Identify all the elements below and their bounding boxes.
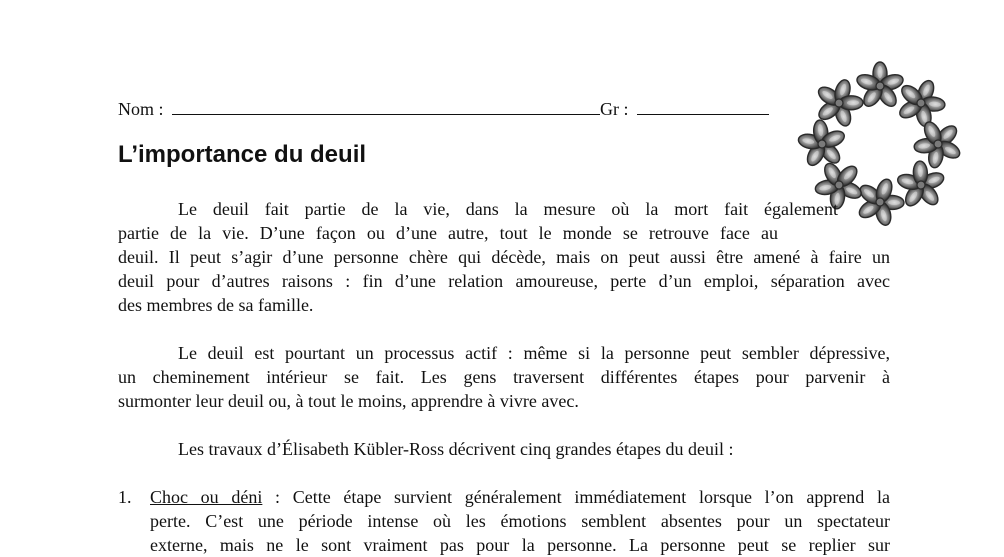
text-line: deuil. Il peut s’agir d’une personne chère qui décède, mais on peut aussi être amené à faire un bbox=[118, 247, 890, 267]
text-line: un cheminement intérieur se fait. Les gens traversent différentes étapes pour parvenir à bbox=[118, 367, 890, 387]
page-title: L’importance du deuil bbox=[118, 141, 367, 168]
list-item bbox=[118, 485, 890, 557]
text-line: deuil pour d’autres raisons : fin d’une relation amoureuse, perte d’un emploi, séparation avec bbox=[118, 271, 890, 291]
text-line: perte. C’est une période intense où les émotions semblent absentes pour un spectateur bbox=[150, 511, 890, 531]
petal-highlight bbox=[878, 66, 883, 78]
text-line bbox=[150, 485, 890, 509]
name-label: Nom : bbox=[118, 99, 164, 119]
text-line: partie de la vie. D’une façon ou d’une autre, tout le monde se retrouve face au bbox=[118, 223, 778, 243]
text-line: surmonter leur deuil ou, à tout le moins, apprendre à vivre avec. bbox=[118, 391, 579, 411]
text-line: Le deuil fait partie de la vie, dans la mesure où la mort fait également bbox=[178, 199, 838, 219]
document-body bbox=[118, 197, 890, 557]
stages-list bbox=[118, 485, 890, 557]
text-line: des membres de sa famille. bbox=[118, 295, 314, 315]
group-blank-field[interactable] bbox=[637, 98, 769, 115]
paragraph-stages-intro bbox=[118, 437, 890, 461]
stage-term: Choc ou déni bbox=[150, 487, 263, 507]
text-line: Les travaux d’Élisabeth Kübler-Ross décrivent cinq grandes étapes du deuil : bbox=[178, 439, 734, 459]
paragraph-process bbox=[118, 341, 890, 413]
group-label: Gr : bbox=[600, 99, 629, 119]
stage-text: Cette étape survient généralement immédiatement lorsque l’on apprend la bbox=[292, 487, 890, 507]
name-group-line bbox=[118, 97, 769, 121]
term-separator: : bbox=[262, 487, 293, 507]
paragraph-intro bbox=[118, 197, 890, 317]
text-line: externe, mais ne le sont vraiment pas pour la personne. La personne peut se replier sur bbox=[150, 535, 890, 555]
flower-center bbox=[876, 82, 884, 90]
list-number: 1. bbox=[118, 487, 132, 507]
name-blank-field[interactable] bbox=[172, 98, 600, 115]
text-line: Le deuil est pourtant un processus actif : même si la personne peut sembler dépressive, bbox=[178, 343, 890, 363]
